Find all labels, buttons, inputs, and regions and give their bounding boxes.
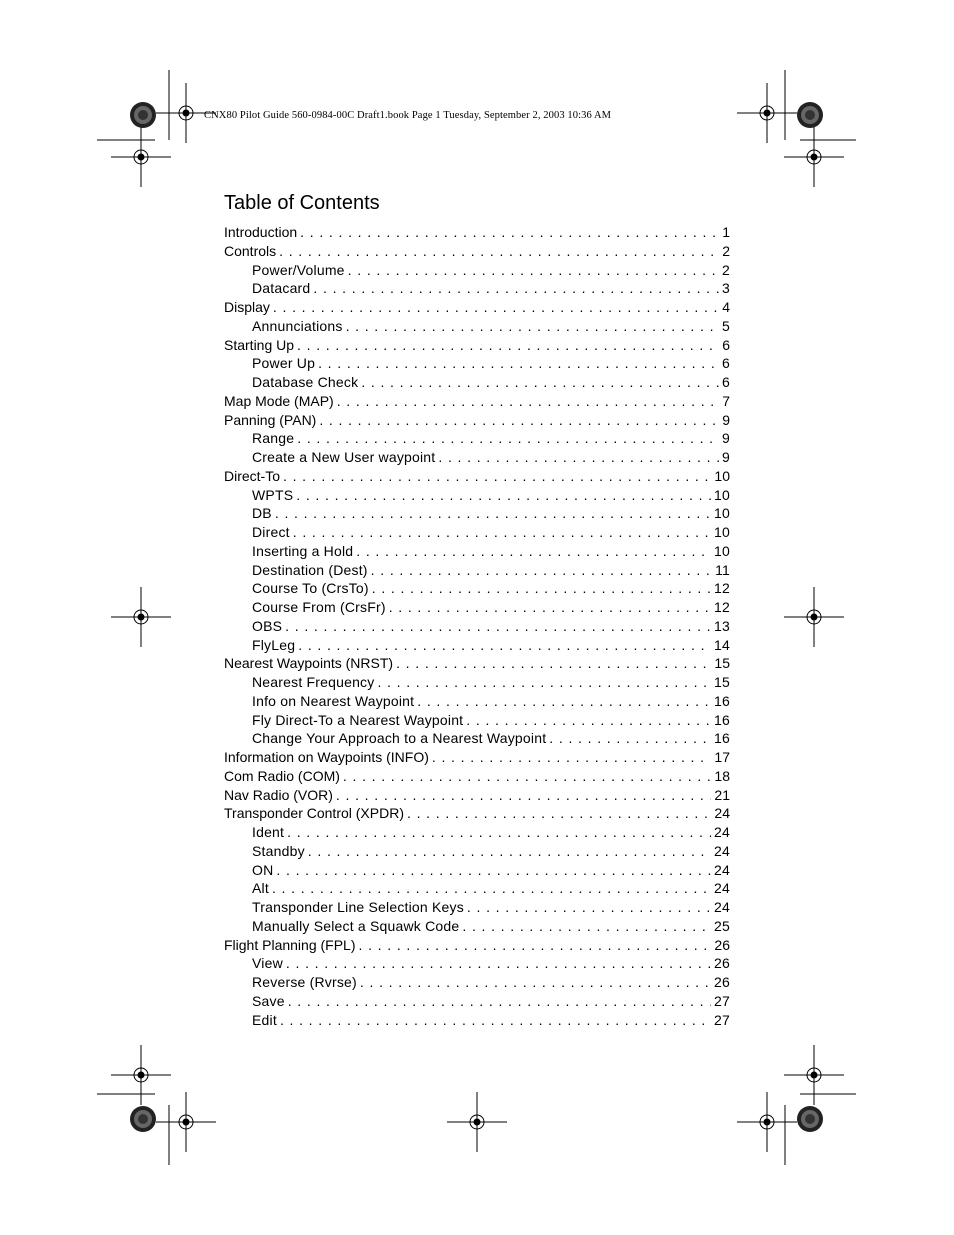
toc-subentry[interactable] — [224, 543, 730, 562]
registration-crosshair-icon — [447, 1092, 507, 1152]
toc-subentry[interactable] — [224, 824, 730, 843]
toc-entry-page-number: 10 — [714, 524, 730, 540]
toc-entry[interactable] — [224, 768, 730, 787]
toc-subentry[interactable] — [224, 843, 730, 862]
dot-leader — [432, 749, 712, 765]
toc-subentry[interactable] — [224, 674, 730, 693]
toc-entry-page-number: 24 — [714, 824, 730, 840]
toc-entry[interactable] — [224, 468, 730, 487]
page-title: Table of Contents — [224, 192, 380, 214]
dot-leader — [417, 693, 711, 709]
toc-entry-label: Transponder Line Selection Keys — [252, 899, 464, 915]
starburst-target-icon — [797, 1106, 823, 1132]
toc-entry-label: Standby — [252, 842, 305, 859]
dot-leader — [467, 899, 711, 915]
toc-entry-label: Inserting a Hold — [252, 542, 354, 559]
dot-leader — [359, 937, 712, 953]
toc-entry-page-number: 11 — [715, 561, 730, 578]
toc-entry-page-number: 15 — [714, 674, 730, 690]
toc-subentry[interactable] — [224, 318, 730, 337]
toc-entry-label: Nearest Waypoints (NRST) — [224, 655, 394, 672]
toc-subentry[interactable] — [224, 880, 730, 899]
toc-entry-label: Database Check — [252, 374, 359, 390]
toc-entry-label: WPTS — [252, 486, 294, 503]
starburst-target-icon — [130, 102, 156, 128]
toc-entry-label: Course To (CrsTo) — [252, 580, 369, 597]
toc-entry-page-number: 10 — [714, 505, 730, 522]
toc-entry-label: Save — [252, 992, 285, 1009]
toc-entry-page-number: 16 — [714, 711, 730, 728]
toc-entry-page-number: 24 — [714, 880, 730, 897]
toc-entry-label: Power Up — [252, 355, 316, 372]
dot-leader — [276, 862, 711, 878]
toc-entry-page-number: 6 — [722, 355, 730, 372]
toc-entry-label: Manually Select a Squawk Code — [252, 917, 460, 934]
dot-leader — [407, 805, 711, 821]
toc-entry-page-number: 10 — [714, 486, 730, 503]
dot-leader — [337, 393, 720, 409]
registration-crosshair-icon — [111, 1045, 171, 1105]
toc-entry-page-number: 3 — [722, 280, 730, 297]
dot-leader — [438, 449, 719, 465]
toc-entry[interactable] — [224, 393, 730, 412]
running-head: CNX80 Pilot Guide 560-0984-00C Draft1.book Page 1 Tuesday, September 2, 2003 10:36 AM — [204, 110, 612, 121]
toc-entry-page-number: 2 — [722, 261, 730, 278]
toc-subentry[interactable] — [224, 505, 730, 524]
registration-crosshair-icon — [111, 587, 171, 647]
toc-subentry[interactable] — [224, 637, 730, 656]
toc-entry-label: Introduction — [224, 224, 298, 240]
dot-leader — [336, 787, 712, 803]
toc-entry-page-number: 12 — [714, 580, 730, 597]
toc-entry-label: Controls — [224, 242, 277, 259]
dot-leader — [279, 243, 719, 259]
toc-subentry[interactable] — [224, 374, 730, 393]
toc-entry-page-number: 13 — [714, 617, 730, 634]
toc-entry-label: FlyLeg — [252, 636, 296, 653]
toc-subentry[interactable] — [224, 862, 730, 881]
toc-entry-label: Info on Nearest Waypoint — [252, 692, 415, 709]
dot-leader — [297, 430, 719, 446]
toc-subentry[interactable] — [224, 974, 730, 993]
toc-entry-label: Destination (Dest) — [252, 561, 368, 578]
dot-leader — [293, 524, 711, 540]
toc-subentry[interactable] — [224, 487, 730, 506]
toc-entry-page-number: 14 — [714, 636, 730, 653]
toc-entry[interactable] — [224, 412, 730, 431]
toc-entry-page-number: 24 — [714, 842, 730, 859]
dot-leader — [308, 843, 711, 859]
toc-entry-page-number: 26 — [714, 955, 730, 972]
dot-leader — [273, 299, 719, 315]
toc-entry[interactable] — [224, 749, 730, 768]
dot-leader — [348, 262, 719, 278]
toc-entry-page-number: 15 — [714, 655, 730, 672]
toc-entry-page-number: 16 — [714, 730, 730, 747]
toc-entry-page-number: 5 — [722, 317, 730, 334]
toc-entry-label: Direct — [252, 524, 290, 540]
starburst-target-icon — [130, 1106, 156, 1132]
registration-crosshair-icon — [784, 127, 844, 187]
toc-entry-label: Map Mode (MAP) — [224, 392, 334, 409]
toc-entry-page-number: 10 — [714, 542, 730, 559]
toc-entry-label: Range — [252, 430, 295, 447]
dot-leader — [377, 674, 711, 690]
toc-entry-label: Datacard — [252, 280, 311, 297]
toc-entry-label: Alt — [252, 880, 269, 897]
toc-entry-label: Course From (CrsFr) — [252, 599, 386, 615]
toc-entry-page-number: 1 — [722, 224, 730, 240]
dot-leader — [275, 505, 711, 521]
toc-entry-label: Annunciations — [252, 317, 343, 334]
dot-leader — [466, 712, 711, 728]
dot-leader — [300, 224, 719, 240]
toc-entry-label: Starting Up — [224, 336, 295, 353]
toc-subentry[interactable] — [224, 918, 730, 937]
toc-entry[interactable] — [224, 805, 730, 824]
toc-entry-page-number: 4 — [722, 299, 730, 315]
toc-entry-page-number: 26 — [714, 974, 730, 990]
toc-entry-label: View — [252, 955, 283, 972]
toc-entry-label: Com Radio (COM) — [224, 767, 340, 784]
toc-subentry[interactable] — [224, 262, 730, 281]
toc-entry-label: Nav Radio (VOR) — [224, 786, 333, 803]
dot-leader — [285, 618, 711, 634]
starburst-target-icon — [797, 102, 823, 128]
toc-entry[interactable] — [224, 937, 730, 956]
toc-entry-page-number: 24 — [714, 805, 730, 822]
dot-leader — [288, 993, 711, 1009]
toc-entry-page-number: 27 — [714, 992, 730, 1009]
toc-entry-page-number: 18 — [714, 767, 730, 784]
registration-crosshair-icon — [737, 1092, 797, 1152]
toc-entry-page-number: 9 — [722, 449, 730, 465]
toc-entry-label: Panning (PAN) — [224, 411, 317, 428]
toc-entry-page-number: 24 — [714, 861, 730, 878]
toc-entry-label: ON — [252, 861, 274, 878]
toc-entry-label: Information on Waypoints (INFO) — [224, 749, 429, 765]
toc-entry[interactable] — [224, 299, 730, 318]
toc-subentry[interactable] — [224, 599, 730, 618]
toc-entry-label: Edit — [252, 1011, 277, 1028]
registration-crosshair-icon — [156, 1092, 216, 1152]
dot-leader — [297, 337, 719, 353]
toc-entry-page-number: 7 — [722, 392, 730, 409]
toc-entry-label: Direct-To — [224, 467, 281, 484]
toc-subentry[interactable] — [224, 730, 730, 749]
dot-leader — [296, 487, 711, 503]
toc-entry-page-number: 24 — [714, 899, 730, 915]
dot-leader — [389, 599, 711, 615]
dot-leader — [280, 1012, 711, 1028]
toc-subentry[interactable] — [224, 899, 730, 918]
toc-entry-label: Change Your Approach to a Nearest Waypoint — [252, 730, 547, 747]
dot-leader — [372, 580, 711, 596]
registration-crosshair-icon — [737, 83, 797, 143]
toc-entry[interactable] — [224, 337, 730, 356]
toc-subentry[interactable] — [224, 562, 730, 581]
toc-entry[interactable] — [224, 655, 730, 674]
dot-leader — [360, 974, 711, 990]
toc-entry-page-number: 17 — [714, 749, 730, 765]
toc-entry-label: Nearest Frequency — [252, 674, 375, 690]
dot-leader — [319, 412, 719, 428]
toc-entry-label: Ident — [252, 824, 285, 840]
toc-entry-page-number: 2 — [722, 242, 730, 259]
toc-subentry[interactable] — [224, 693, 730, 712]
toc-subentry[interactable] — [224, 1012, 730, 1031]
dot-leader — [272, 880, 711, 896]
dot-leader — [462, 918, 711, 934]
toc-entry[interactable] — [224, 787, 730, 806]
registration-crosshair-icon — [784, 1045, 844, 1105]
toc-entry-page-number: 9 — [722, 411, 730, 428]
dot-leader — [396, 655, 711, 671]
dot-leader — [343, 768, 712, 784]
dot-leader — [313, 280, 719, 296]
dot-leader — [286, 955, 711, 971]
toc-entry-label: DB — [252, 505, 272, 522]
toc-entry[interactable] — [224, 243, 730, 262]
toc-subentry[interactable] — [224, 955, 730, 974]
toc-subentry[interactable] — [224, 449, 730, 468]
toc-entry-page-number: 25 — [714, 917, 730, 934]
toc-entry-label: Fly Direct-To a Nearest Waypoint — [252, 711, 464, 728]
toc-entry-page-number: 27 — [714, 1011, 730, 1028]
toc-subentry[interactable] — [224, 355, 730, 374]
toc-subentry[interactable] — [224, 524, 730, 543]
dot-leader — [361, 374, 719, 390]
toc-subentry[interactable] — [224, 580, 730, 599]
toc-entry-page-number: 26 — [714, 936, 730, 953]
toc-entry-page-number: 10 — [714, 467, 730, 484]
dot-leader — [318, 355, 719, 371]
toc-entry-label: Power/Volume — [252, 261, 345, 278]
dot-leader — [371, 562, 712, 578]
toc-subentry[interactable] — [224, 618, 730, 637]
dot-leader — [549, 730, 711, 746]
dot-leader — [298, 637, 711, 653]
toc-subentry[interactable] — [224, 280, 730, 299]
dot-leader — [346, 318, 719, 334]
toc-entry-page-number: 6 — [722, 374, 730, 390]
dot-leader — [283, 468, 711, 484]
toc-entry-label: Transponder Control (XPDR) — [224, 805, 404, 822]
toc-entry-page-number: 9 — [722, 430, 730, 447]
toc-entry-label: Flight Planning (FPL) — [224, 936, 356, 953]
registration-crosshair-icon — [784, 587, 844, 647]
toc-subentry[interactable] — [224, 712, 730, 731]
toc-entry-label: OBS — [252, 617, 283, 634]
dot-leader — [287, 824, 711, 840]
table-of-contents — [224, 224, 730, 1030]
dot-leader — [356, 543, 711, 559]
toc-entry-label: Reverse (Rvrse) — [252, 974, 357, 990]
toc-entry[interactable] — [224, 224, 730, 243]
toc-entry-label: Display — [224, 299, 270, 315]
registration-crosshair-icon — [111, 127, 171, 187]
toc-entry-page-number: 16 — [714, 692, 730, 709]
toc-entry-page-number: 21 — [714, 786, 730, 803]
toc-entry-page-number: 6 — [722, 336, 730, 353]
toc-subentry[interactable] — [224, 993, 730, 1012]
toc-entry-label: Create a New User waypoint — [252, 449, 436, 465]
toc-subentry[interactable] — [224, 430, 730, 449]
toc-entry-page-number: 12 — [714, 599, 730, 615]
